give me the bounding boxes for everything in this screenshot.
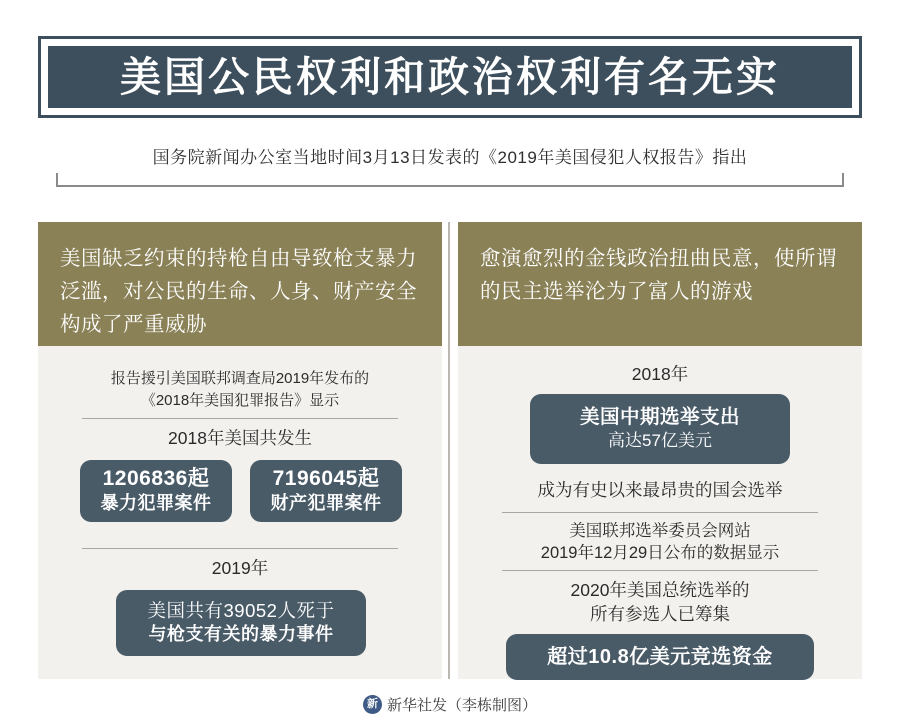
- page-title: 美国公民权利和政治权利有名无实: [120, 53, 780, 100]
- left-panel-heading: 美国缺乏约束的持枪自由导致枪支暴力泛滥，对公民的生命、人身、财产安全构成了严重威胁: [38, 222, 442, 346]
- right-divider-1: [502, 512, 818, 513]
- xinhua-logo-icon: 新: [363, 695, 382, 714]
- stat-midterm-line-1: 美国中期选举支出: [579, 405, 740, 428]
- stat-gun-deaths-line-1: 美国共有39052人死于: [147, 600, 335, 622]
- right-panel: [458, 222, 862, 679]
- left-year-label: 2018年美国共发生: [168, 428, 312, 448]
- right-panel-heading: 愈演愈烈的金钱政治扭曲民意，使所谓的民主选举沦为了富人的游戏: [458, 222, 862, 346]
- subtitle-text: 国务院新闻办公室当地时间3月13日发表的《2019年美国侵犯人权报告》指出: [152, 148, 748, 167]
- left-year-2019-label: 2019年: [211, 558, 269, 578]
- stat-property-crime-value: 7196045起: [272, 467, 380, 491]
- right-year-2018-label: 2018年: [631, 364, 689, 384]
- stat-violent-crime-value: 1206836起: [102, 467, 210, 491]
- footer-credit: 新华社发（李栋制图）: [386, 697, 537, 714]
- subtitle-block: [38, 133, 862, 193]
- stat-violent-crime-label: 暴力犯罪案件: [100, 493, 212, 514]
- right-divider-2: [502, 570, 818, 571]
- footer: [0, 694, 900, 715]
- subtitle-rule-right-tick: [842, 173, 844, 187]
- left-divider-1: [82, 418, 398, 419]
- subtitle-rule: [56, 185, 844, 187]
- right-source-line-2: 2019年12月29日公布的数据显示: [540, 544, 780, 562]
- column-divider: [448, 222, 450, 679]
- right-note-a: 成为有史以来最昂贵的国会选举: [537, 480, 783, 500]
- left-source-line-1: 报告援引美国联邦调查局2019年发布的: [110, 370, 370, 387]
- left-panel: [38, 222, 442, 679]
- left-divider-2: [82, 548, 398, 549]
- stat-gun-deaths-line-2: 与枪支有关的暴力事件: [148, 624, 334, 645]
- stat-card-midterm-spending: [530, 394, 790, 464]
- title-banner: [48, 46, 852, 108]
- stat-card-gun-deaths: [116, 590, 366, 656]
- left-source-line-2: 《2018年美国犯罪报告》显示: [140, 392, 340, 409]
- right-source-line-1: 美国联邦选举委员会网站: [569, 522, 751, 540]
- stat-midterm-line-2: 高达57亿美元: [608, 431, 712, 451]
- stat-campaign-funds-value: 超过10.8亿美元竞选资金: [547, 645, 773, 668]
- stat-card-campaign-funds: [506, 634, 814, 680]
- right-note-b-line-2: 所有参选人已筹集: [590, 604, 730, 624]
- stat-card-property-crime: [250, 460, 402, 522]
- stat-card-violent-crime: [80, 460, 232, 522]
- right-note-b-line-1: 2020年美国总统选举的: [570, 580, 750, 600]
- stat-property-crime-label: 财产犯罪案件: [270, 493, 382, 514]
- title-frame: [38, 36, 862, 118]
